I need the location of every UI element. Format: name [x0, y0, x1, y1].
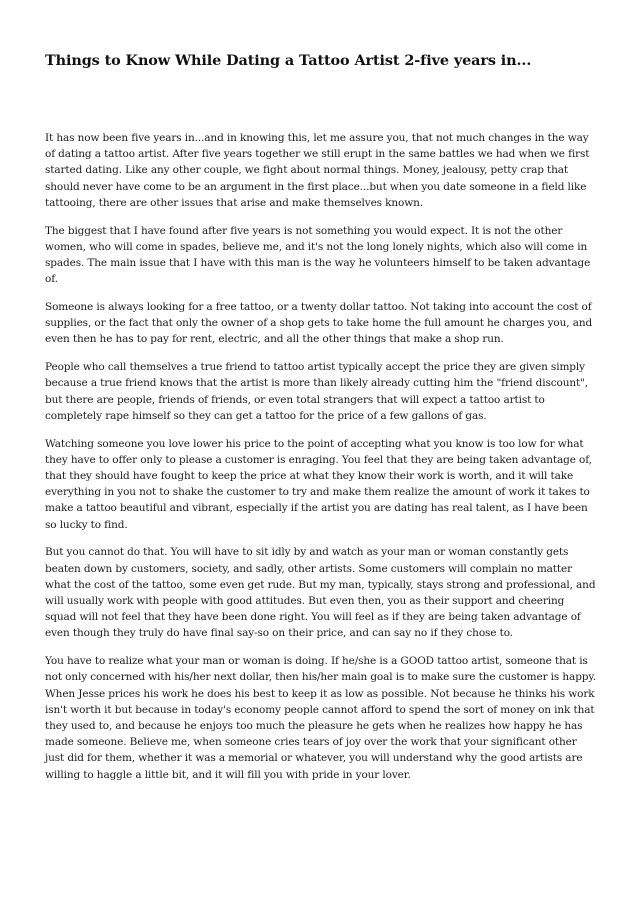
paragraph-6: But you cannot do that. You will have to sit idly by and watch as your man or woman constantly gets beaten down by customers, society, and sadly, other artists. Some customers will complain no matter what the cost of the tattoo, some even get rude. But my man, typically, stays strong and professional, and will usually work with people with good attitudes. But even then, you as their support and cheering squad will not feel that they have been done right. You will feel as if they are being taken advantage of even though they truly do have final say-so on their price, and can say no if they chose to. — [45, 546, 596, 640]
paragraph-7: You have to realize what your man or woman is doing. If he/she is a GOOD tattoo artist, someone that is not only concerned with his/her next dollar, then his/her main goal is to make sure the customer is happy. When Jesse prices his work he does his best to keep it as low as possible. Not because he thinks his work isn't worth it but because in today's economy people cannot afford to spend the sort of money on ink that they used to, and because he enjoys too much the pleasure he gets when he realizes how happy he has made someone. Believe me, when someone cries tears of joy over the work that your significant other just did for them, whether it was a memorial or whatever, you will understand why the good artists are willing to haggle a little bit, and it will fill you with pride in your lover. — [45, 655, 597, 781]
paragraph-5: Watching someone you love lower his price to the point of accepting what you know is too low for what they have to offer only to please a customer is enraging. You feel that they are being taken advantage of, that they should have fought to keep the price at what they know their work is worth, and it will take everything in you not to shake the customer to try and make them realize the amount of work it takes to make a tattoo beautiful and vibrant, especially if the artist you are dating has real talent, as I have been so lucky to find. — [45, 437, 592, 531]
paragraph-3: Someone is always looking for a free tattoo, or a twenty dollar tattoo. Not taking into account the cost of supplies, or the fact that only the owner of a shop gets to take home the full amount he charges you, and even then he has to pay for rent, electric, and all the other things that make a shop run. — [45, 301, 593, 346]
paragraph-4: People who call themselves a true friend to tattoo artist typically accept the price they are given simply because a true friend knows that the artist is more than likely already cutting him the "friend discount", but there are people, friends of friends, or even total strangers that will expect a tattoo artist to completely rape himself so they can get a tattoo for the price of a few gallons of gas. — [45, 361, 589, 422]
paragraph-2: The biggest that I have found after five years is not something you would expect. It is not the other women, who will come in spades, believe me, and it's not the long lonely nights, which also will come in spades. The main issue that I have with this man is the way he volunteers himself to be taken advantage of. — [45, 224, 591, 286]
paragraph-1: It has now been five years in...and in knowing this, let me assure you, that not much changes in the way of dating a tattoo artist. After five years together we still erupt in the same battles we had when we first started dating. Like any other couple, we fight about normal things. Money, jealousy, petty crap that should never have come to be an argument in the first place...but when you date someone in a field like tattooing, there are other issues that arise and make themselves known. — [45, 132, 590, 209]
document-body — [45, 130, 597, 794]
document-title: Things to Know While Dating a Tattoo Artist 2-five years in... — [45, 52, 532, 69]
